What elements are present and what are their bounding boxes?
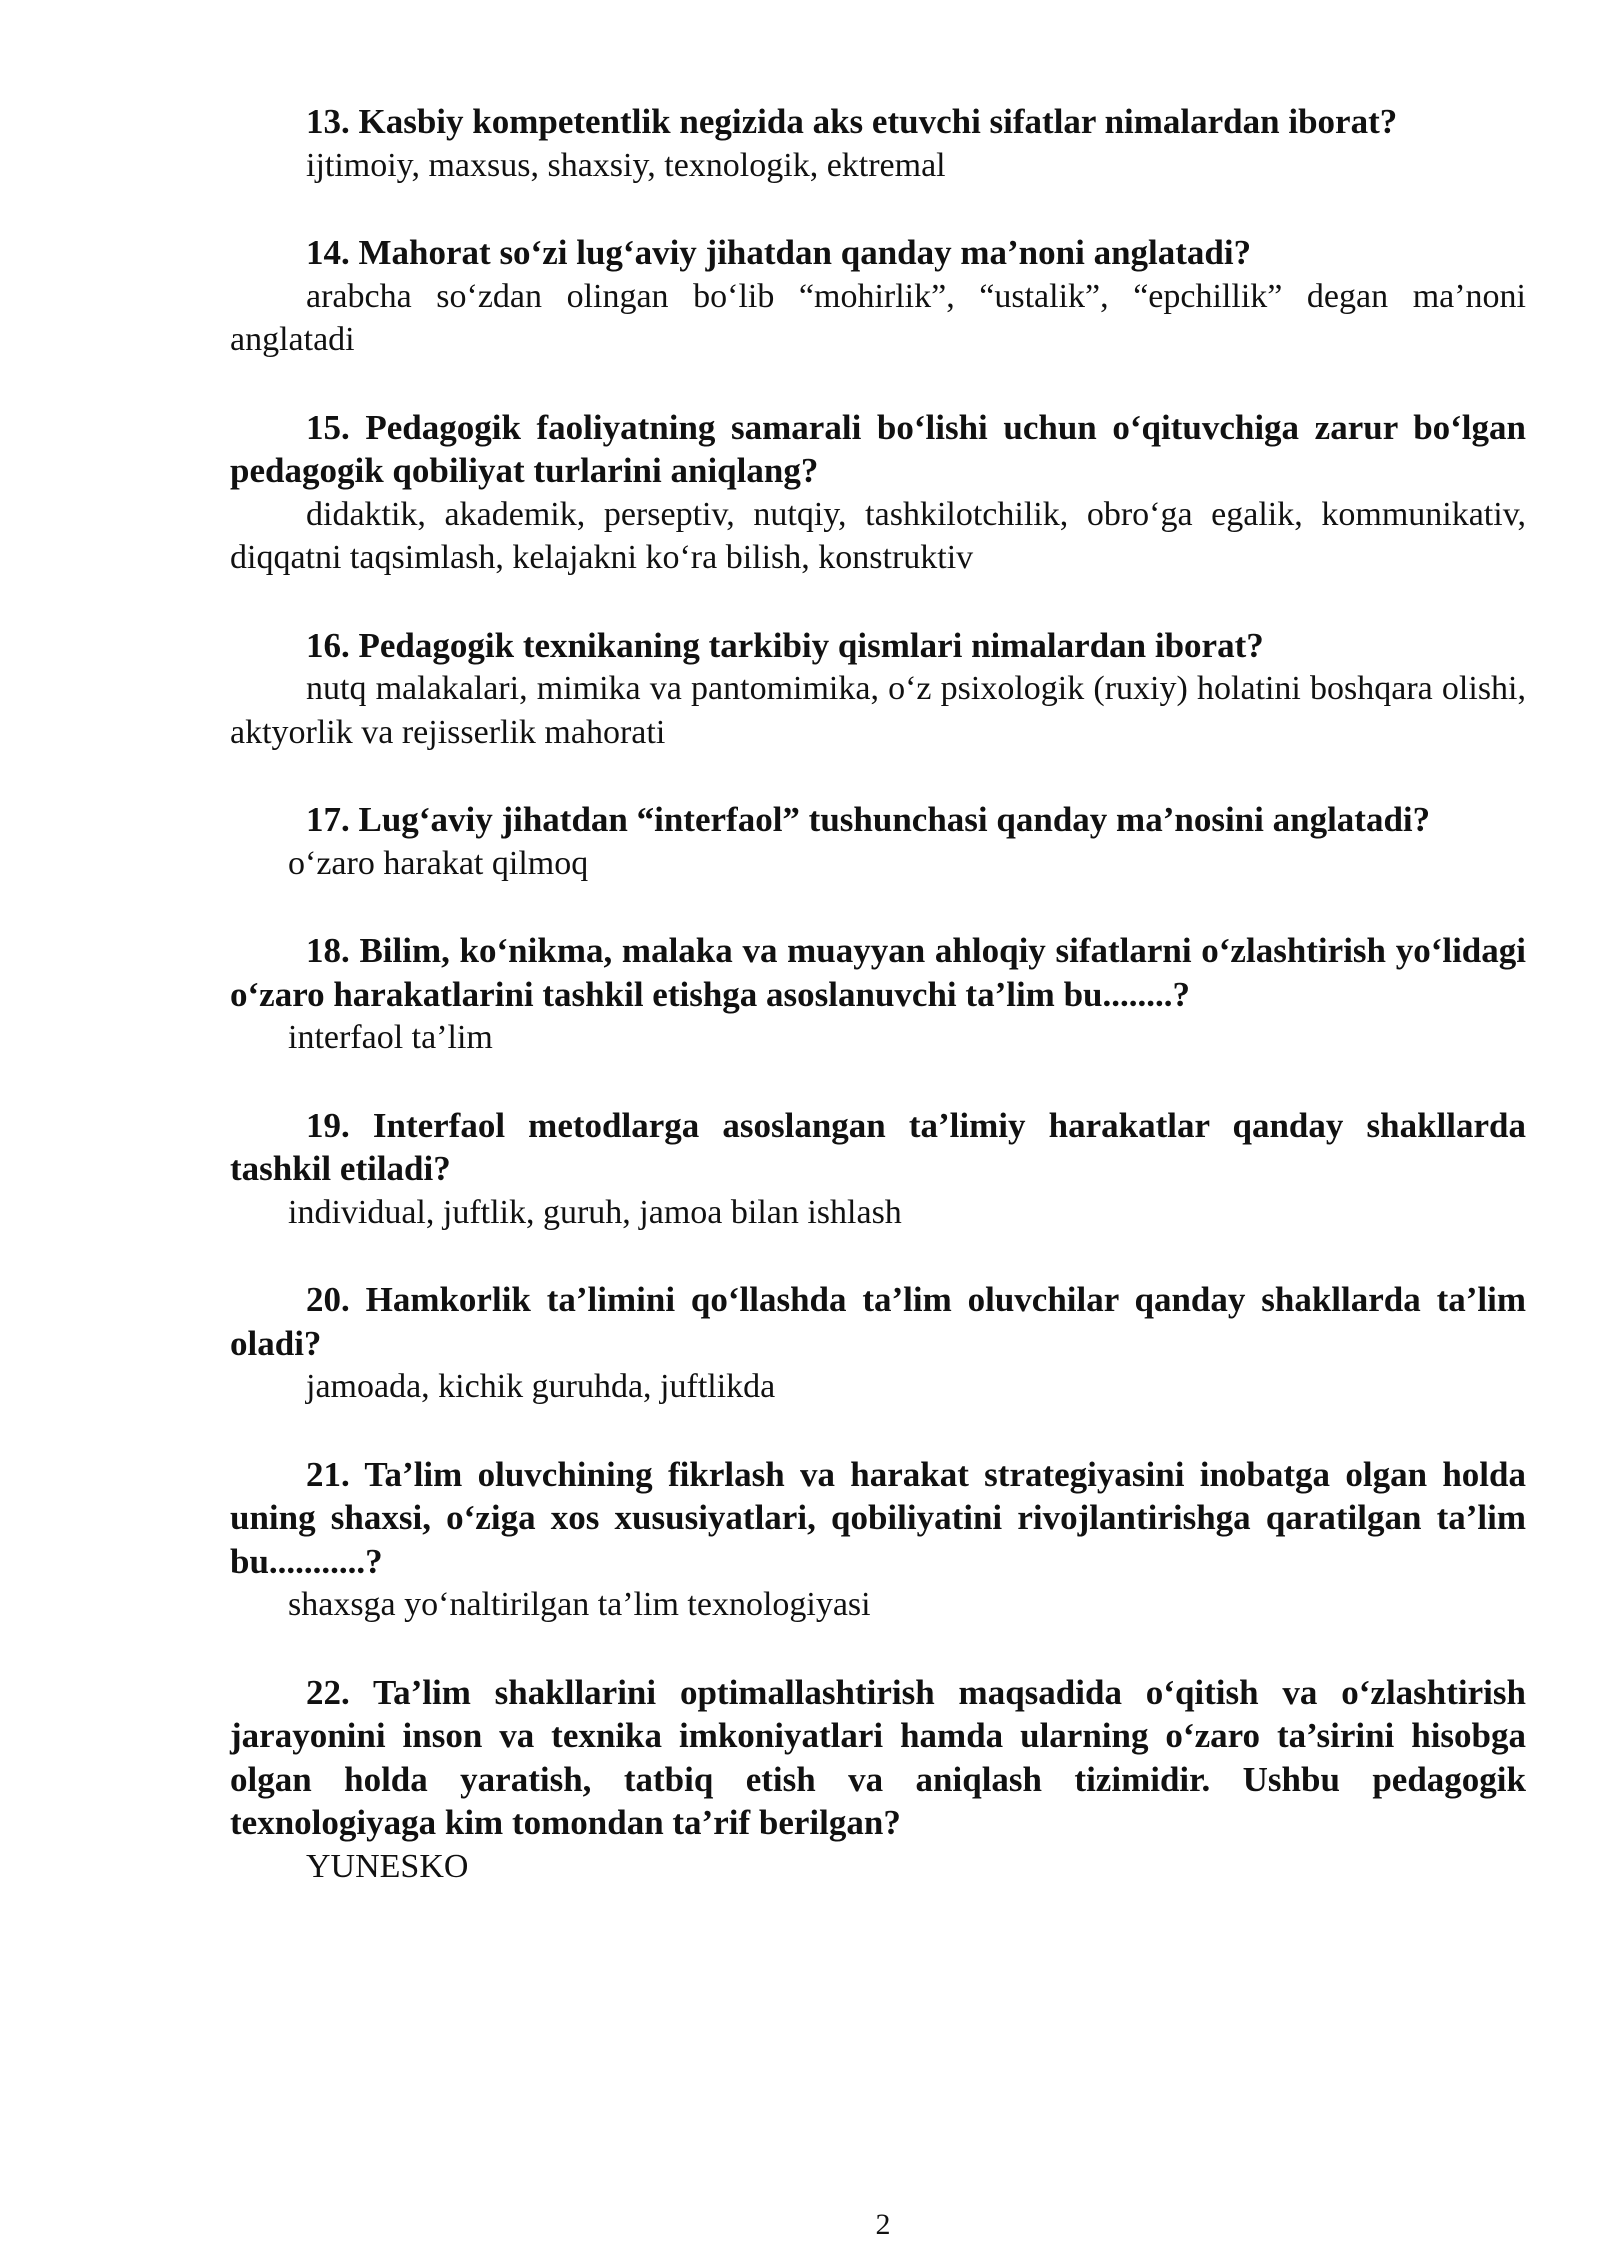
question-text: 17. Lug‘aviy jihatdan “interfaol” tushunchasi qanday ma’nosini anglatadi? (306, 800, 1431, 839)
qa-item-20 (230, 1278, 1526, 1409)
answer-text: o‘zaro harakat qilmoq (288, 844, 589, 882)
answer-text: jamoada, kichik guruhda, juftlikda (306, 1368, 776, 1405)
answer-text: didaktik, akademik, perseptiv, nutqiy, tashkilotchilik, obro‘ga egalik, kommunikativ, diqqatni taqsimlash, kelajakni ko‘ra bilish, konstruktiv (230, 495, 1526, 576)
question-text: 14. Mahorat so‘zi lug‘aviy jihatdan qanday ma’noni anglatadi? (306, 233, 1252, 272)
question-text: 16. Pedagogik texnikaning tarkibiy qismlari nimalardan iborat? (306, 625, 1264, 665)
answer-text: ijtimoiy, maxsus, shaxsiy, texnologik, ektremal (306, 146, 946, 184)
question-text: 15. Pedagogik faoliyatning samarali bo‘lishi uchun o‘qituvchiga zarur bo‘lgan pedagogik qobiliyat turlarini aniqlang? (230, 407, 1526, 490)
document-page (230, 100, 1526, 1932)
qa-item-21 (230, 1453, 1526, 1627)
qa-item-18 (230, 929, 1526, 1060)
page-number: 2 (875, 2208, 891, 2241)
qa-item-14 (230, 231, 1526, 362)
qa-item-17 (230, 798, 1526, 885)
qa-item-19 (230, 1104, 1526, 1235)
question-text: 19. Interfaol metodlarga asoslangan ta’limiy harakatlar qanday shakllarda tashkil etiladi? (230, 1105, 1526, 1188)
answer-text: nutq malakalari, mimika va pantomimika, o‘z psixologik (ruxiy) holatini boshqara olishi, aktyorlik va rejisserlik mahorati (230, 670, 1526, 751)
qa-item-22 (230, 1671, 1526, 1889)
qa-item-13 (230, 100, 1526, 187)
answer-text: individual, juftlik, guruh, jamoa bilan ishlash (288, 1193, 902, 1231)
qa-item-15 (230, 406, 1526, 580)
answer-text: shaxsga yo‘naltirilgan ta’lim texnologiyasi (288, 1586, 871, 1623)
answer-text: arabcha so‘zdan olingan bo‘lib “mohirlik”, “ustalik”, “epchillik” degan ma’noni anglatadi (230, 277, 1526, 358)
question-text: 20. Hamkorlik ta’limini qo‘llashda ta’lim oluvchilar qanday shakllarda ta’lim oladi? (230, 1280, 1526, 1363)
qa-item-16 (230, 624, 1526, 755)
question-text: 21. Ta’lim oluvchining fikrlash va harakat strategiyasini inobatga olgan holda uning shaxsi, o‘ziga xos xususiyatlari, qobiliyatini rivojlantirishga qaratilgan ta’lim bu...........? (230, 1454, 1526, 1581)
question-text: 13. Kasbiy kompetentlik negizida aks etuvchi sifatlar nimalardan iborat? (306, 102, 1398, 141)
answer-text: YUNESKO (306, 1847, 469, 1885)
question-text: 22. Ta’lim shakllarini optimallashtirish maqsadida o‘qitish va o‘zlashtirish jarayonini inson va texnika imkoniyatlari hamda ularning o‘zaro ta’sirini hisobga olgan holda yaratish, tatbiq etish va aniqlash tizimidir. Ushbu pedagogik texnologiyaga kim tomondan ta’rif berilgan? (230, 1672, 1526, 1842)
answer-text: interfaol ta’lim (288, 1019, 493, 1056)
question-text: 18. Bilim, ko‘nikma, malaka va muayyan ahloqiy sifatlarni o‘zlashtirish yo‘lidagi o‘zaro harakatlarini tashkil etishga asoslanuvchi ta’lim bu........? (230, 931, 1526, 1014)
